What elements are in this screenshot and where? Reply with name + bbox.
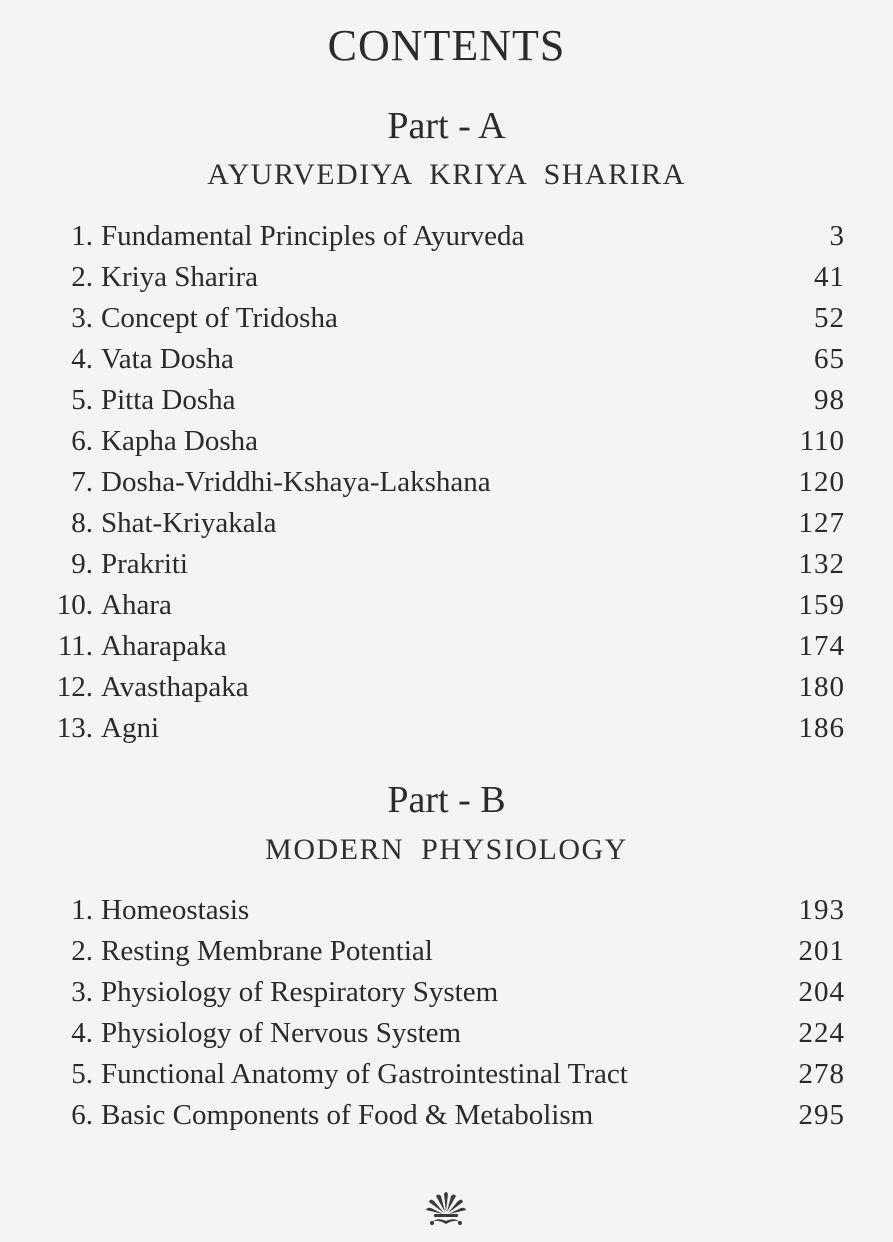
entry-number: 10.	[56, 589, 93, 621]
palmette-ornament-icon	[424, 1188, 468, 1228]
entry-number: 5.	[71, 1058, 93, 1090]
entry-page: 186	[798, 712, 845, 744]
entry-number: 8.	[71, 507, 93, 539]
entry-page: 132	[798, 548, 845, 580]
entry-page: 98	[814, 384, 845, 416]
toc-entry	[0, 339, 893, 380]
entry-page: 120	[798, 466, 845, 498]
entry-number: 9.	[71, 548, 93, 580]
entry-number: 6.	[71, 1099, 93, 1131]
entry-title: Homeostasis	[101, 894, 250, 926]
entry-page: 65	[814, 343, 845, 375]
part-b-subtitle: MODERN PHYSIOLOGY	[265, 833, 628, 866]
entry-title: Resting Membrane Potential	[101, 935, 433, 967]
toc-entry	[0, 1095, 893, 1136]
entry-number: 1.	[71, 894, 93, 926]
entry-title: Basic Components of Food & Metabolism	[101, 1099, 594, 1131]
entry-title: Avasthapaka	[101, 671, 249, 703]
entry-title: Kriya Sharira	[101, 261, 259, 293]
entry-number: 13.	[56, 712, 93, 744]
entry-number: 4.	[71, 1017, 93, 1049]
entry-page: 224	[798, 1017, 845, 1049]
entry-title: Vata Dosha	[101, 343, 234, 375]
entry-number: 2.	[71, 935, 93, 967]
entry-title: Fundamental Principles of Ayurveda	[101, 220, 525, 252]
entry-title: Dosha-Vriddhi-Kshaya-Lakshana	[101, 466, 491, 498]
entry-title: Prakriti	[101, 548, 188, 580]
toc-entry	[0, 708, 893, 749]
toc-entry	[0, 972, 893, 1013]
toc-entry	[0, 380, 893, 421]
toc-entry	[0, 421, 893, 462]
entry-page: 204	[798, 976, 845, 1008]
toc-entry	[0, 298, 893, 339]
entry-number: 11.	[57, 630, 93, 662]
entry-number: 3.	[71, 302, 93, 334]
toc-entry	[0, 216, 893, 257]
entry-title: Agni	[101, 712, 159, 744]
entry-page: 295	[798, 1099, 845, 1131]
toc-entry	[0, 1013, 893, 1054]
entry-page: 52	[814, 302, 845, 334]
part-b-toc	[0, 890, 893, 1136]
entry-page: 3	[829, 220, 845, 252]
entry-page: 110	[799, 425, 845, 457]
entry-page: 41	[814, 261, 845, 293]
entry-title: Physiology of Respiratory System	[101, 976, 499, 1008]
entry-number: 1.	[71, 220, 93, 252]
toc-entry	[0, 667, 893, 708]
entry-number: 2.	[71, 261, 93, 293]
part-a-heading: Part - A	[387, 105, 506, 147]
entry-page: 201	[798, 935, 845, 967]
entry-title: Shat-Kriyakala	[101, 507, 277, 539]
entry-number: 4.	[71, 343, 93, 375]
toc-entry	[0, 462, 893, 503]
entry-number: 5.	[71, 384, 93, 416]
entry-title: Aharapaka	[101, 630, 227, 662]
part-a-toc	[0, 216, 893, 749]
entry-page: 127	[798, 507, 845, 539]
entry-title: Physiology of Nervous System	[101, 1017, 462, 1049]
entry-page: 159	[798, 589, 845, 621]
entry-number: 12.	[56, 671, 93, 703]
entry-title: Concept of Tridosha	[101, 302, 338, 334]
entry-title: Pitta Dosha	[101, 384, 236, 416]
entry-title: Ahara	[101, 589, 172, 621]
toc-entry	[0, 503, 893, 544]
toc-entry	[0, 890, 893, 931]
toc-entry	[0, 1054, 893, 1095]
entry-page: 180	[798, 671, 845, 703]
entry-number: 7.	[71, 466, 93, 498]
entry-number: 6.	[71, 425, 93, 457]
entry-title: Functional Anatomy of Gastrointestinal Tract	[101, 1058, 628, 1090]
toc-entry	[0, 626, 893, 667]
entry-page: 193	[798, 894, 845, 926]
entry-page: 278	[798, 1058, 845, 1090]
part-b-heading: Part - B	[387, 779, 506, 821]
part-a-subtitle: AYURVEDIYA KRIYA SHARIRA	[207, 158, 686, 191]
toc-entry	[0, 257, 893, 298]
page-title: CONTENTS	[327, 21, 566, 70]
entry-title: Kapha Dosha	[101, 425, 259, 457]
entry-page: 174	[798, 630, 845, 662]
entry-number: 3.	[71, 976, 93, 1008]
toc-entry	[0, 585, 893, 626]
toc-entry	[0, 544, 893, 585]
toc-entry	[0, 931, 893, 972]
